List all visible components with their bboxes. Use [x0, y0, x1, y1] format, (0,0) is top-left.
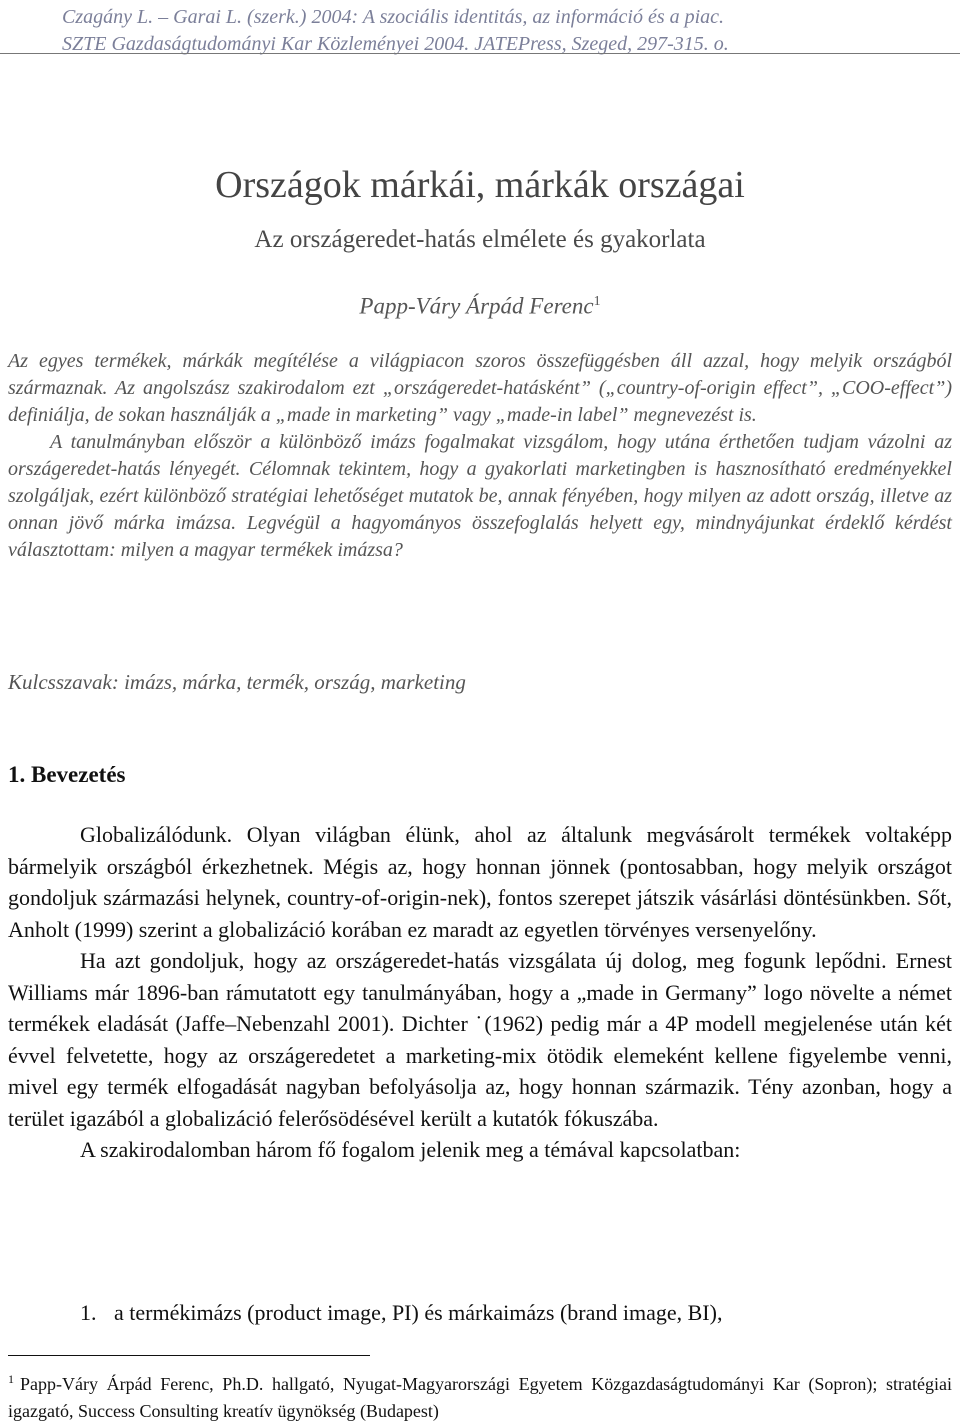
header-line-2: SZTE Gazdaságtudományi Kar Közleményei 2004. JATEPress, Szeged, 297-315. o.: [62, 33, 729, 55]
paper-subtitle: Az országeredet-hatás elmélete és gyakorlata: [254, 226, 706, 253]
author-name: Papp-Váry Árpád Ferenc: [359, 293, 594, 319]
running-header: [62, 4, 952, 58]
list-item: [80, 1297, 952, 1328]
body-paragraph-1: Globalizálódunk. Olyan világban élünk, ahol az általunk megvásárolt termékek voltaképp bármelyik országból érkezhetnek. Mégis az, hogy honnan jönnek (pontosabban, hogy melyik országot gondoljuk származási helynek, country-of-origin-nek), fontos szerepet játszik vásárlási döntésünkben. Sőt, Anholt (1999) szerint a globalizáció korában ez maradt az egyetlen törvényes versenyelőny.: [8, 822, 952, 942]
abstract: [8, 348, 952, 564]
footnote-text: Papp-Váry Árpád Ferenc, Ph.D. hallgató, Nyugat-Magyarországi Egyetem Közgazdaságtudományi Kar (Sopron); stratégiai igazgató, Success Consulting kreatív ügynökség (Budapest): [8, 1374, 952, 1421]
author-line: [0, 286, 960, 323]
footnote-mark: 1: [8, 1372, 14, 1386]
footnote: [8, 1366, 952, 1425]
paper-title: Országok márkái, márkák országai: [215, 164, 745, 206]
abstract-paragraph-1: Az egyes termékek, márkák megítélése a világpiacon szoros összefüggésben áll azzal, hogy melyik országból származnak. Az angolszász szakirodalom ezt „országeredet-hatásként” („country-of-origin effect”, „COO-effect”) definiálja, de sokan használják a „made in marketing” vagy „made-in label” megnevezést is.: [8, 350, 952, 426]
list-item-text: a termékimázs (product image, PI) és márkaimázs (brand image, BI),: [114, 1300, 723, 1325]
header-line-1: Czagány L. – Garai L. (szerk.) 2004: A szociális identitás, az információ és a piac.: [62, 6, 725, 28]
abstract-paragraph-2: A tanulmányban először a különböző imázs fogalmakat vizsgálom, hogy utána érthetően tudjam vázolni az országeredet-hatás lényegét. Célomnak tekintem, hogy a gyakorlati marketingben is hasznosítható eredményekkel szolgáljak, ezért különböző stratégiai lehetőséget mutatok be, annak fényében, hogy milyen az adott ország, illetve az onnan jövő márka imázsa. Legvégül a hagyományos összefoglalás helyett egy, mindnyájunkat érdeklő kérdést választottam: milyen a magyar termékek imázsa?: [8, 431, 952, 561]
author-footnote-mark: 1: [593, 294, 601, 309]
list-item-number: 1.: [80, 1300, 97, 1325]
section-heading: 1. Bevezetés: [8, 762, 126, 787]
body-paragraph-3: A szakirodalomban három fő fogalom jelenik meg a témával kapcsolatban:: [80, 1137, 741, 1162]
keywords: Kulcsszavak: imázs, márka, termék, ország, marketing: [8, 670, 466, 694]
numbered-list: [80, 1297, 952, 1328]
footnote-rule: [8, 1355, 370, 1356]
body-text: [8, 819, 952, 1166]
body-paragraph-2: Ha azt gondoljuk, hogy az országeredet-hatás vizsgálata új dolog, meg fogunk lepődni. Ernest Williams már 1896-ban rámutatott egy tanulmányában, hogy a „made in Germany” logo növelte a német termékek eladását (Jaffe–Nebenzahl 2001). Dichter ˙(1962) pedig már a 4P modell megjelenése után két évvel felvetette, hogy az országeredetet a marketing-mix ötödik elemeként kellene figyelembe venni, mivel egy termék elfogadását nagyban befolyásolja az, hogy honnan származik. Tény azonban, hogy a terület igazából a globalizáció felerősödésével került a kutatók fókuszába.: [8, 948, 952, 1131]
header-rule: [0, 53, 960, 54]
